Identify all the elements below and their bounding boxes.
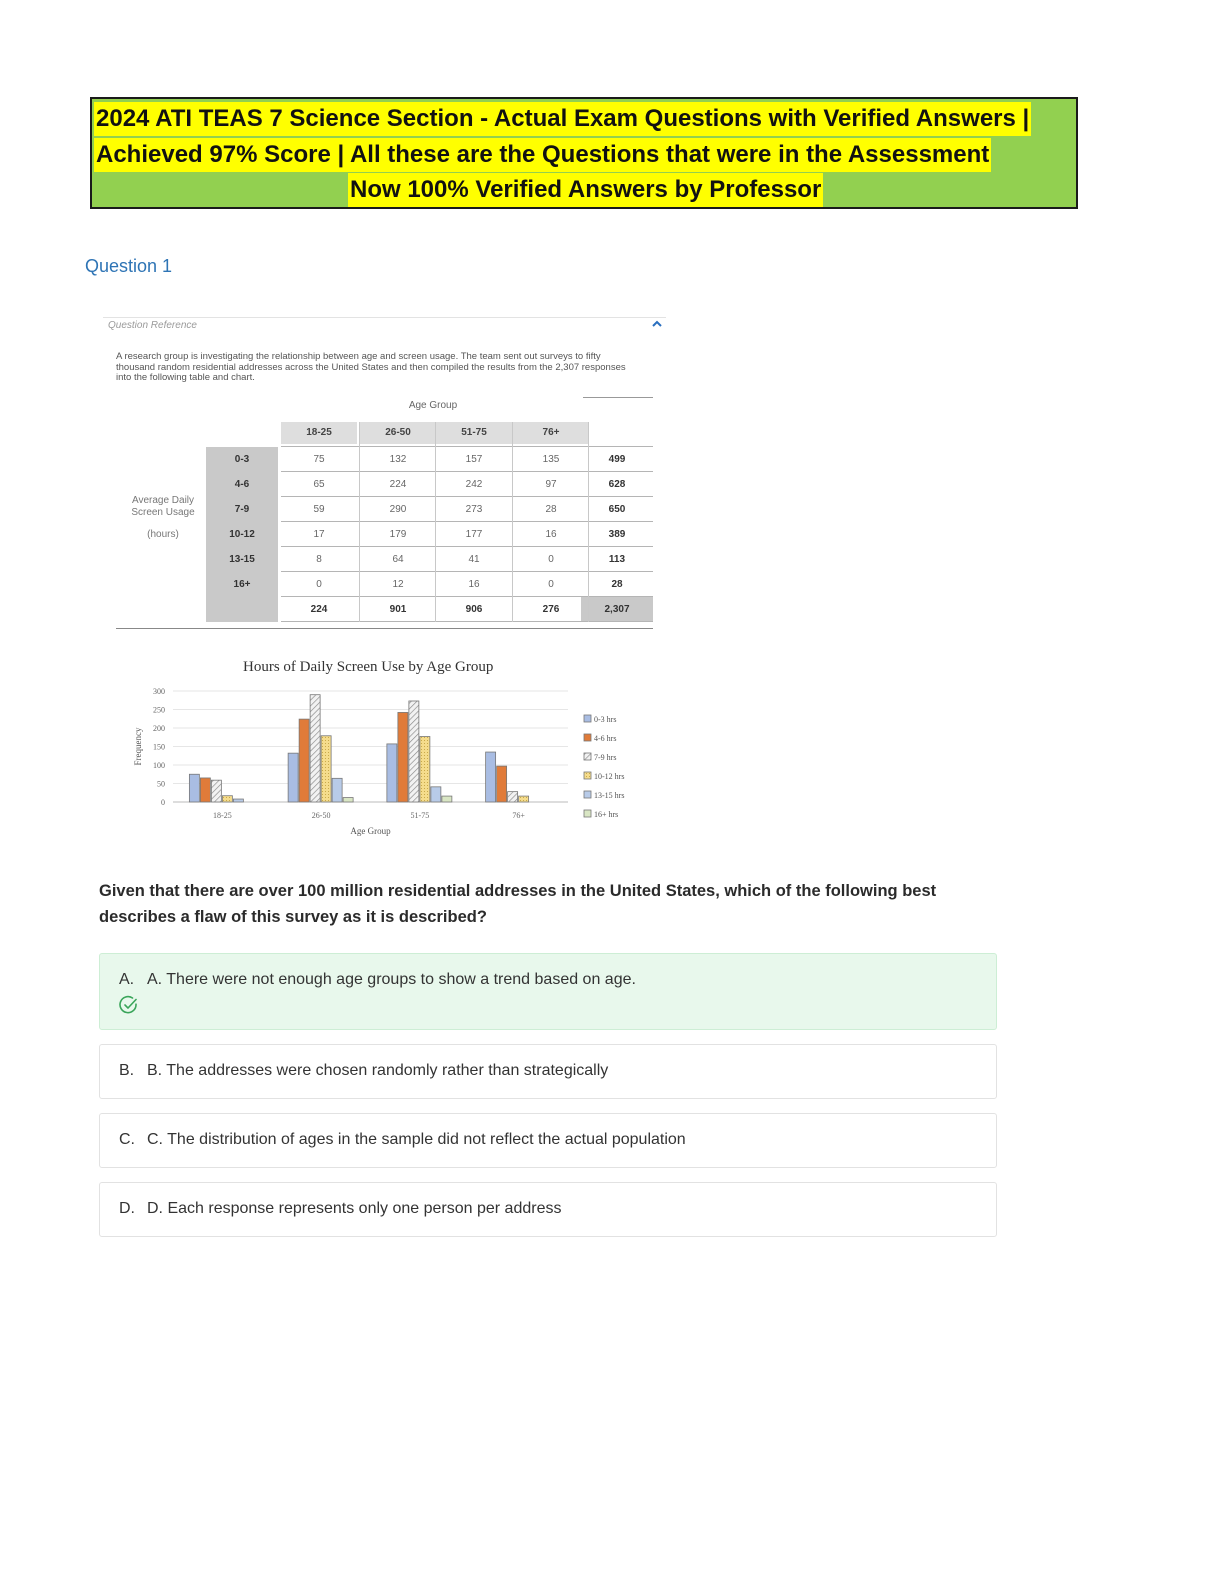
legend-label: 10-12 hrs [594, 772, 625, 781]
question-text: Given that there are over 100 million residential addresses in the United States, which of the following best describes a flaw of this survey as it is described? [99, 882, 937, 926]
table-gridline-vertical [512, 422, 513, 622]
x-tick-label: 51-75 [410, 811, 430, 820]
table-column-total: 901 [389, 604, 407, 615]
legend-label: 16+ hrs [594, 810, 619, 819]
row-group-label: Screen Usage [131, 507, 195, 518]
legend-swatch [584, 753, 591, 760]
legend-swatch [584, 791, 591, 798]
table-row-total: 113 [608, 554, 626, 565]
table-row-label: 13-15 [206, 547, 278, 572]
table-column-header: 26-50 [360, 422, 436, 444]
legend-label: 4-6 hrs [594, 734, 617, 743]
panel-divider [103, 317, 666, 318]
table-cell: 75 [313, 454, 325, 465]
legend-swatch [584, 810, 591, 817]
table-gridline [281, 446, 653, 447]
x-tick-label: 76+ [512, 811, 525, 820]
table-gridline [281, 621, 653, 622]
table-cell: 41 [468, 554, 480, 565]
chart-plot [103, 647, 666, 857]
table-row-total: 389 [608, 529, 626, 540]
table-cell: 0 [548, 579, 554, 590]
x-tick-label: 26-50 [311, 811, 331, 820]
table-cell: 132 [389, 454, 407, 465]
check-circle-icon [119, 995, 139, 1015]
table-gridline-vertical [359, 422, 360, 622]
legend-swatch [584, 734, 591, 741]
bar-26-50-13-15-hrs [332, 778, 342, 802]
table-row-label: 16+ [206, 572, 278, 597]
table-row-label: 4-6 [206, 472, 278, 497]
table-row-label: 0-3 [206, 447, 278, 472]
table-top-rule [583, 397, 653, 398]
bar-chart [103, 647, 666, 857]
table-cell: 64 [392, 554, 404, 565]
table-gridline [281, 521, 653, 522]
bar-18-25-10-12-hrs [222, 796, 232, 802]
chevron-up-icon[interactable] [651, 317, 663, 332]
bar-18-25-0-3-hrs [189, 774, 199, 802]
bar-26-50-4-6-hrs [299, 719, 309, 802]
table-cell: 273 [465, 504, 483, 515]
table-row-label: 7-9 [206, 497, 278, 522]
table-gridline [281, 496, 653, 497]
option-text: A. There were not enough age groups to show a trend based on age. [147, 971, 636, 988]
banner-line-3: Now 100% Verified Answers by Professor [348, 173, 823, 207]
bar-51-75-0-3-hrs [387, 744, 397, 802]
table-column-header: 18-25 [281, 422, 357, 444]
table-column-header: 51-75 [436, 422, 512, 444]
table-cell: 65 [313, 479, 325, 490]
option-text: C. The distribution of ages in the sample did not reflect the actual population [147, 1131, 686, 1148]
table-gridline-vertical [435, 422, 436, 622]
bar-76+-7-9-hrs [508, 792, 518, 802]
option-letter: C. [119, 1131, 135, 1148]
bar-76+-0-3-hrs [486, 752, 496, 802]
bar-76+-10-12-hrs [519, 796, 529, 802]
banner-line-2: Achieved 97% Score | All these are the Questions that were in the Assessment [94, 138, 991, 172]
y-tick-label: 50 [157, 779, 165, 789]
reference-label: Question Reference [108, 320, 197, 331]
table-corner-fill [206, 597, 278, 622]
table-cell: 177 [465, 529, 483, 540]
table-column-total: 276 [542, 604, 560, 615]
y-tick-label: 250 [153, 705, 165, 715]
bar-18-25-4-6-hrs [200, 778, 210, 802]
table-row-label: 10-12 [206, 522, 278, 547]
y-tick-label: 300 [153, 687, 165, 696]
answer-option[interactable] [99, 1182, 997, 1237]
table-cell: 12 [392, 579, 404, 590]
table-cell: 290 [389, 504, 407, 515]
banner-line-1: 2024 ATI TEAS 7 Science Section - Actual Exam Questions with Verified Answers | [94, 102, 1031, 136]
table-row-total: 650 [608, 504, 626, 515]
answer-option[interactable] [99, 1044, 997, 1099]
y-tick-label: 0 [161, 798, 165, 807]
x-tick-label: 18-25 [213, 811, 232, 820]
question-reference-panel [103, 317, 666, 857]
table-cell: 0 [316, 579, 322, 590]
column-group-label: Age Group [408, 400, 458, 411]
table-cell: 59 [313, 504, 325, 515]
table-gridline-vertical [588, 422, 589, 622]
table-cell: 28 [545, 504, 557, 515]
x-axis-label: Age Group [350, 826, 391, 836]
bar-18-25-13-15-hrs [233, 799, 243, 802]
table-cell: 17 [313, 529, 325, 540]
table-cell: 16 [545, 529, 557, 540]
table-grand-total: 2,307 [581, 597, 653, 622]
question-heading: Question 1 [85, 256, 173, 276]
table-cell: 8 [316, 554, 322, 565]
option-text: D. Each response represents only one person per address [147, 1200, 562, 1217]
table-cell: 97 [545, 479, 557, 490]
table-row-total: 499 [608, 454, 626, 465]
table-cell: 242 [465, 479, 483, 490]
table-cell: 135 [542, 454, 560, 465]
option-letter: A. [119, 971, 135, 988]
option-text: B. The addresses were chosen randomly rather than strategically [147, 1062, 609, 1079]
bar-26-50-7-9-hrs [310, 695, 320, 802]
legend-swatch [584, 772, 591, 779]
legend-label: 7-9 hrs [594, 753, 617, 762]
bar-76+-4-6-hrs [497, 766, 507, 802]
bar-51-75-4-6-hrs [398, 712, 408, 802]
bar-51-75-16+-hrs [442, 796, 452, 802]
table-gridline [281, 596, 653, 597]
row-group-label: Average Daily [131, 495, 195, 506]
y-axis-label: Frequency [133, 727, 143, 766]
row-group-label: (hours) [147, 529, 179, 540]
table-gridline [281, 471, 653, 472]
bar-51-75-7-9-hrs [409, 701, 419, 802]
table-cell: 0 [548, 554, 554, 565]
option-letter: D. [119, 1200, 135, 1217]
bar-51-75-10-12-hrs [420, 737, 430, 802]
answer-option[interactable] [99, 1113, 997, 1168]
table-gridline [281, 571, 653, 572]
bar-26-50-16+-hrs [343, 798, 353, 802]
option-letter: B. [119, 1062, 135, 1079]
y-tick-label: 200 [153, 724, 165, 733]
answer-option[interactable] [99, 953, 997, 1030]
legend-label: 0-3 hrs [594, 715, 617, 724]
table-cell: 224 [389, 479, 407, 490]
table-row-total: 28 [611, 579, 623, 590]
y-tick-label: 150 [153, 742, 165, 752]
bar-51-75-13-15-hrs [431, 787, 441, 802]
bar-18-25-7-9-hrs [211, 780, 221, 802]
table-bottom-rule [116, 628, 653, 629]
bar-26-50-0-3-hrs [288, 753, 298, 802]
table-gridline [281, 546, 653, 547]
table-row-total: 628 [608, 479, 626, 490]
chart-title: Hours of Daily Screen Use by Age Group [243, 659, 494, 675]
y-tick-label: 100 [153, 761, 165, 770]
title-banner [90, 97, 1078, 209]
bar-26-50-10-12-hrs [321, 736, 331, 802]
legend-label: 13-15 hrs [594, 791, 625, 800]
table-cell: 157 [465, 454, 483, 465]
table-cell: 16 [468, 579, 480, 590]
table-column-total: 906 [465, 604, 483, 615]
legend-swatch [584, 715, 591, 722]
table-column-header: 76+ [513, 422, 589, 444]
table-column-total: 224 [310, 604, 328, 615]
table-cell: 179 [389, 529, 407, 540]
reference-description: A research group is investigating the relationship between age and screen usage. The team sent out surveys to fifty thousand random residential addresses across the United States and then compiled the results from the 2,307 responses into the following table and chart. [116, 351, 626, 383]
